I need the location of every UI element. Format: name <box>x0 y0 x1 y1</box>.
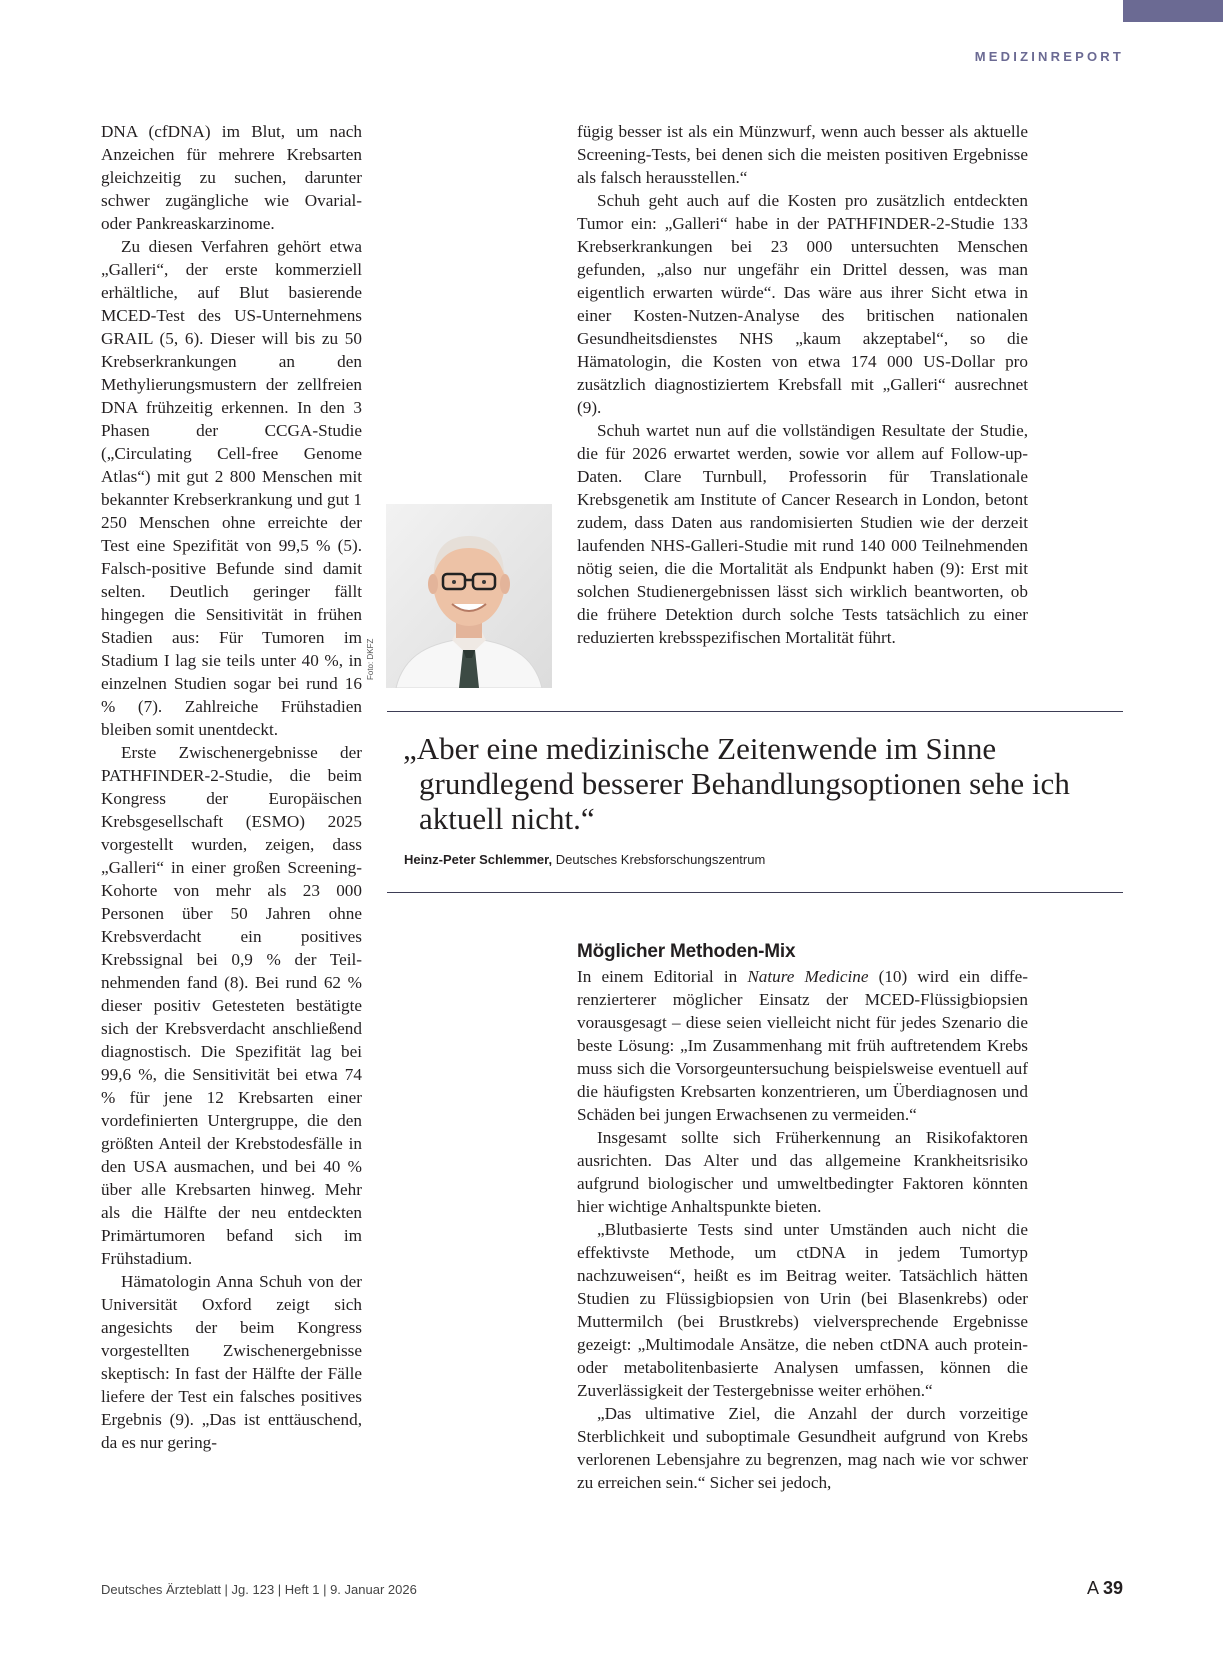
text-run: (10) wird ein differenzierterer möglicher Einsatz der MCED-Flüssigbiopsien vorausgesagt – diese seien vielleicht nicht für jedes Szenario die beste Lösung: „Im Zusammenhang mit früh auftretendem Krebs muss sich die Vorsorgeuntersuchung beispielsweise eventuell auf die häufigsten Krebsarten konzentrieren, um Überdiagnosen und Schäden bei jungen Erwachsenen zu vermeiden.“ <box>577 967 1028 1124</box>
paragraph: Schuh geht auch auf die Kosten pro zusätzlich entdeckten Tumor ein: „Galleri“ habe in der PATHFINDER-2-Studie 133 Krebserkrankungen bei 23 000 untersuchten Menschen gefunden, „also nur ungefähr ein Drittel dessen, was man eigentlich erwarten würde“. Das wäre aus ihrer Sicht etwa in einer Kosten-Nutzen-Analyse des britischen nationalen Gesundheitsdienstes NHS „kaum akzeptabel“, so die Hämatologin, die Kosten von etwa 174 000 US-Dollar pro zusätzlich diagnostiziertem Krebsfall mit „Galleri“ ausrechnet (9). <box>577 191 1028 417</box>
text-run: In einem Editorial in <box>577 967 748 986</box>
paragraph: Schuh wartet nun auf die vollständigen Resultate der Studie, die für 2026 erwartet werden, sowie vor allem auf Follow-up-Daten. Clare Turnbull, Professorin für Translationale Krebsgenetik am Institute of Cancer Research in London, betont zudem, dass Daten aus randomisierten Studien wie der derzeit laufenden NHS-Galleri-Studie mit rund 140 000 Teilnehmenden nötig seien, die die Mortalität als Endpunkt haben (9): Erst mit solchen Studienergebnissen lässt sich wirklich beantworten, ob die frühere Detektion durch solche Tests tatsächlich zu einer reduzierten krebsspezifischen Mortalität führt. <box>577 421 1028 647</box>
corner-accent-bar <box>1123 0 1223 22</box>
section-subheading: Möglicher Methoden-Mix <box>577 941 796 962</box>
quote-author: Heinz-Peter Schlemmer, <box>404 852 553 867</box>
page-number <box>1087 1578 1123 1599</box>
paragraph: DNA (cfDNA) im Blut, um nach Anzeichen für mehrere Krebsarten gleichzeitig zu suchen, darunter schwer zugängliche wie Ovarial- oder Pankreaskarzinome. <box>101 122 362 233</box>
right-column-top <box>577 120 1028 649</box>
right-column-bottom <box>577 940 1028 1494</box>
quote-source <box>404 852 765 867</box>
paragraph <box>577 965 1028 1126</box>
paragraph: Hämatologin Anna Schuh von der Universität Oxford zeigt sich angesichts der beim Kongress vorgestellten Zwischenergebnisse skeptisch: In fast der Hälfte der Fälle liefere der Test ein falsches positives Ergebnis (9). „Das ist enttäuschend, da es nur gering- <box>101 1272 362 1452</box>
page-number-value: 39 <box>1102 1578 1123 1598</box>
left-column <box>101 120 362 1454</box>
paragraph: fügig besser ist als ein Münzwurf, wenn auch besser als aktuelle Screening-Tests, bei denen sich die meisten positiven Ergebnisse als falsch herausstellen.“ <box>577 122 1028 187</box>
portrait-photo <box>386 504 552 688</box>
pull-quote: „Aber eine medizinische Zeitenwende im Sinne grundlegend besserer Behandlungsoptionen sehe ich aktuell nicht.“ <box>403 731 1070 836</box>
paragraph: „Das ultimative Ziel, die Anzahl der durch vorzeitige Sterblichkeit und suboptimale Gesundheit aufgrund von Krebs verlorenen Lebensjahre zu begrenzen, mag nach wie vor schwer zu erreichen sein.“ Sicher sei jedoch, <box>577 1404 1028 1492</box>
section-label: MEDIZINREPORT <box>974 49 1124 64</box>
paragraph: „Blutbasierte Tests sind unter Umständen auch nicht die effektivste Methode, um ctDNA in jedem Tumortyp nachzuweisen“, heißt es im Beitrag weiter. Tatsächlich hätten Studien zu Flüssigbiopsien von Urin (bei Blasenkrebs) oder Muttermilch (bei Brustkrebs) vielversprechende Ergebnisse gezeigt: „Multimodale Ansätze, die neben ctDNA auch protein- oder metabolitenbasierte Analysen umfassen, können die Zuverlässigkeit der Testergebnisse weiter erhöhen.“ <box>577 1220 1028 1400</box>
quote-top-rule <box>387 711 1123 712</box>
journal-title: Nature Medicine <box>747 967 869 986</box>
photo-credit: Foto: DKFZ <box>366 638 375 680</box>
quote-bottom-rule <box>387 892 1123 893</box>
paragraph: Insgesamt sollte sich Früherkennung an Risikofaktoren ausrichten. Das Alter und das allgemeine Krankheitsrisiko aufgrund biologischer und umweltbedingter Faktoren könnten hier wichtige Anhaltspunkte bieten. <box>577 1128 1028 1216</box>
paragraph: Zu diesen Verfahren gehört etwa „Galleri“, der erste kommerziell erhältliche, auf Blut basierende MCED-Test des US-Unternehmens GRAIL (5, 6). Dieser will bis zu 50 Krebserkrankungen an den Methylierungsmustern der zellfreien DNA frühzeitig erkennen. In den 3 Phasen der CCGA-Studie („Circulating Cell-free Genome Atlas“) mit gut 2 800 Menschen mit bekannter Krebserkrankung und gut 1 250 Menschen ohne erreichte der Test eine Spezifität von 99,5 % (5). Falsch-positive Befunde sind damit selten. Deutlich geringer fällt hingegen die Sensitivität in frühen Stadien aus: Für Tumoren im Stadium I lag sie teils unter 40 %, in einzelnen Studien sogar bei rund 16 % (7). Zahlreiche Frühstadien bleiben somit unentdeckt. <box>101 237 362 739</box>
page-prefix: A <box>1086 1578 1098 1598</box>
paragraph: Erste Zwischenergebnisse der PATHFINDER-2-Studie, die beim Kongress der Europäischen Krebsgesellschaft (ESMO) 2025 vorgestellt wurden, zeigen, dass „Galleri“ in einer großen Screening-Kohorte von mehr als 23 000 Personen über 50 Jahren ohne Krebsverdacht ein positives Krebssignal bei 0,9 % der Teilnehmenden fand (8). Bei rund 62 % dieser positiv Getesteten bestätigte sich der Krebsverdacht anschließend diagnostisch. Die Spezifität lag bei 99,6 %, die Sensitivität bei etwa 74 % für jene 12 Krebsarten einer vordefinierten Untergruppe, die den größten Anteil der Krebstodesfälle in den USA ausmachen, und bei 40 % über alle Krebsarten hinweg. Mehr als die Hälfte der neu entdeckten Primärtumoren befand sich im Frühstadium. <box>101 743 362 1268</box>
quote-affiliation: Deutsches Krebsforschungszentrum <box>555 852 766 867</box>
footer-citation: Deutsches Ärzteblatt | Jg. 123 | Heft 1 | 9. Januar 2026 <box>101 1582 417 1597</box>
